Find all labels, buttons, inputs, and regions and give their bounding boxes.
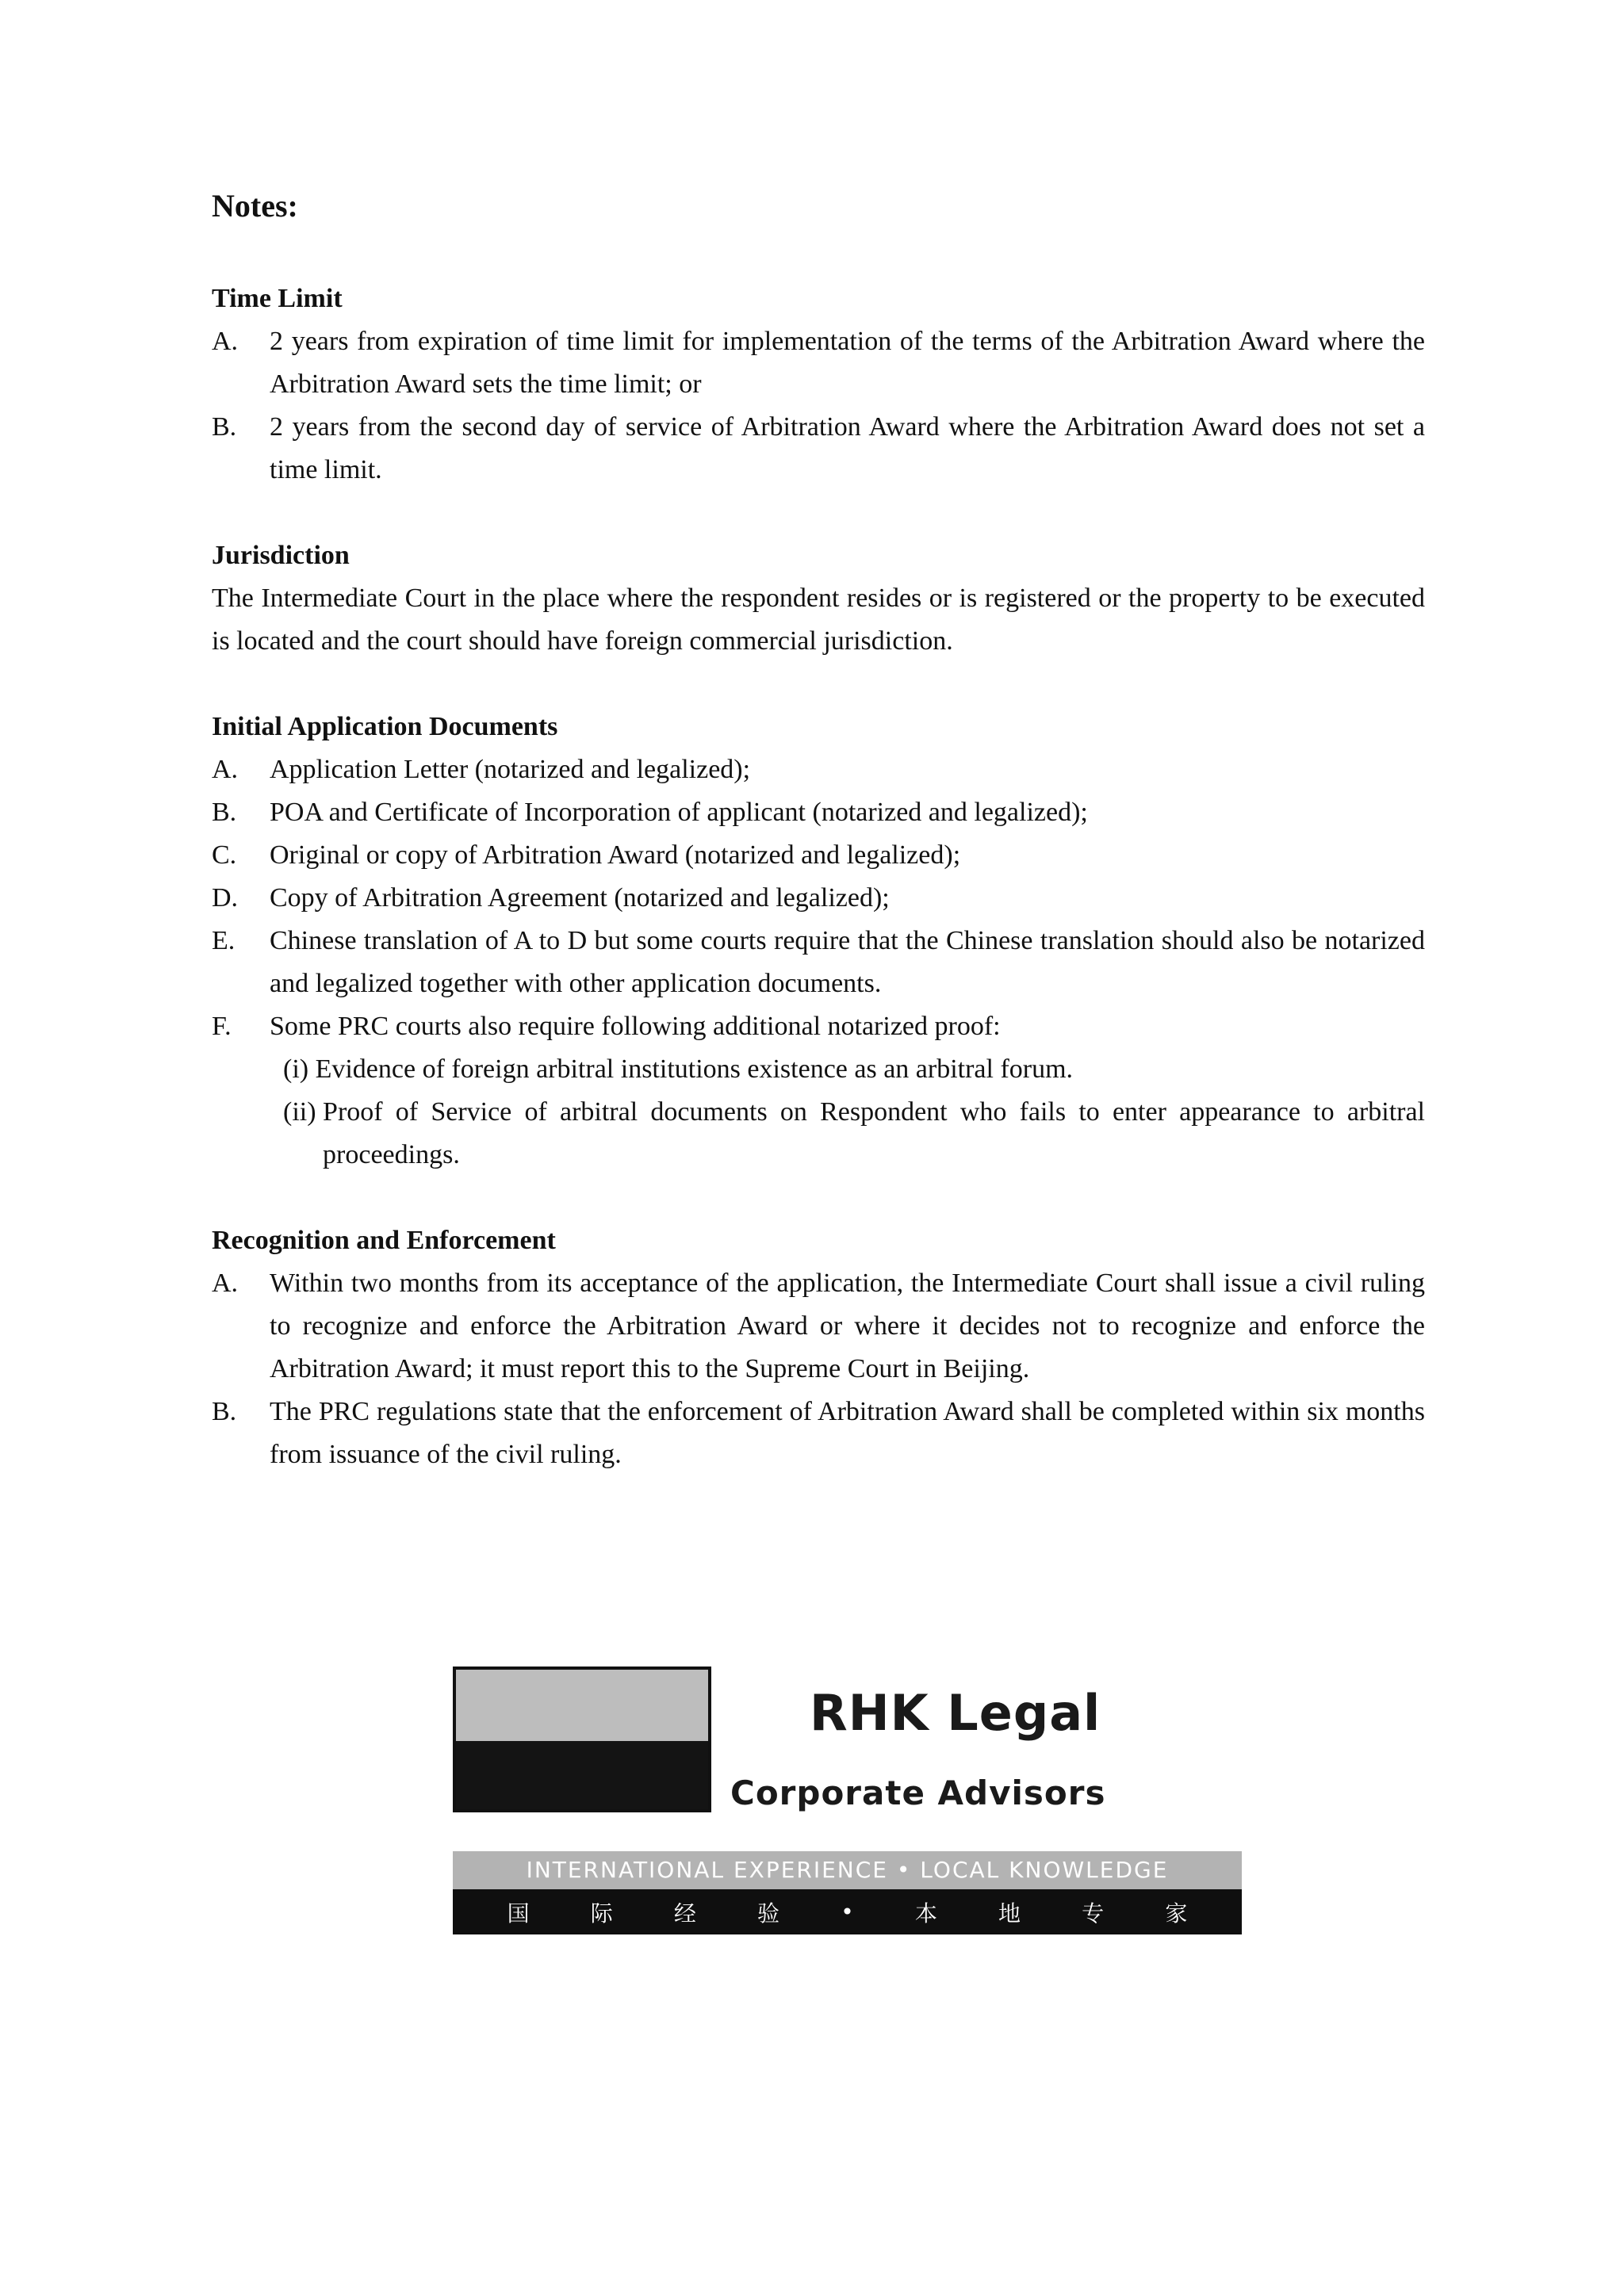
section-heading: Jurisdiction [212, 541, 350, 570]
logo-chinese-char: 验 [757, 1900, 780, 1927]
section-initial-application-documents [212, 706, 1425, 1177]
list-item [212, 406, 1425, 492]
section-time-limit [212, 277, 1425, 492]
list-text: Some PRC courts also require following additional notarized proof: [270, 1012, 1001, 1041]
logo-chinese-char: 经 [673, 1900, 696, 1927]
list-letter: C. [212, 840, 237, 870]
logo-subtitle: Corporate Advisors [730, 1774, 1106, 1812]
list-item [212, 748, 1425, 791]
list-item [212, 920, 1425, 1005]
company-logo [453, 1667, 1242, 1934]
section-heading: Recognition and Enforcement [212, 1226, 556, 1255]
sub-list-number: (ii) [283, 1097, 324, 1127]
logo-chinese-char: 家 [1165, 1900, 1188, 1927]
list-text: The PRC regulations state that the enforcement of Arbitration Award shall be completed within six months from issuance of the civil ruling. [270, 1397, 1425, 1469]
section-recognition-and-enforcement [212, 1219, 1425, 1476]
sub-list [270, 1048, 1425, 1177]
notes-title: Notes: [212, 188, 298, 224]
section-heading: Initial Application Documents [212, 712, 558, 741]
logo-name: RHK Legal [810, 1684, 1101, 1742]
logo-mark-bottom [456, 1741, 708, 1809]
logo-chinese-tagline [453, 1889, 1242, 1934]
list-item [212, 877, 1425, 920]
sub-list-text: Proof of Service of arbitral documents on Respondent who fails to enter appearance to arbitral proceedings. [323, 1097, 1425, 1169]
list-letter: D. [212, 883, 239, 913]
list-letter: B. [212, 412, 237, 442]
list-letter: A. [212, 327, 239, 356]
logo-mark-top [456, 1670, 708, 1741]
sub-list-item [283, 1091, 1425, 1177]
list-text: Within two months from its acceptance of the application, the Intermediate Court shall issue a civil ruling to recognize and enforce the Arbitration Award or where it decides not to recognize and enforce the Arbitration Award; it must report this to the Supreme Court in Beijing. [270, 1269, 1425, 1383]
logo-chinese-char: 际 [590, 1900, 613, 1927]
logo-chinese-char: 本 [914, 1900, 937, 1927]
list-letter: A. [212, 1269, 239, 1298]
document-body [212, 182, 1425, 1519]
list-item [212, 1391, 1425, 1476]
list-letter: B. [212, 798, 237, 827]
logo-chinese-char: • [841, 1899, 854, 1925]
sub-list-text: Evidence of foreign arbitral institutions existence as an arbitral forum. [315, 1054, 1074, 1084]
list-text: 2 years from the second day of service of Arbitration Award where the Arbitration Award does not set a time limit. [270, 412, 1425, 484]
logo-chinese-char: 地 [998, 1900, 1021, 1927]
list-text: POA and Certificate of Incorporation of applicant (notarized and legalized); [270, 798, 1088, 827]
logo-tagline: INTERNATIONAL EXPERIENCE • LOCAL KNOWLEDGE [453, 1851, 1242, 1889]
list-item [212, 320, 1425, 406]
paragraph: The Intermediate Court in the place where the respondent resides or is registered or the property to be executed is located and the court should have foreign commercial jurisdiction. [212, 584, 1425, 656]
list-letter: F. [212, 1012, 232, 1041]
list-item [212, 1005, 1425, 1048]
list-item [212, 791, 1425, 834]
list-item [212, 834, 1425, 877]
logo-chinese-char: 专 [1082, 1900, 1105, 1927]
sub-list-number: (i) [283, 1054, 316, 1084]
list-item [212, 1262, 1425, 1391]
sub-list-item [283, 1048, 1425, 1091]
logo-mark [453, 1667, 711, 1812]
section-jurisdiction [212, 534, 1425, 663]
section-heading: Time Limit [212, 284, 343, 313]
list-text: Chinese translation of A to D but some courts require that the Chinese translation should also be notarized and legalized together with other application documents. [270, 926, 1425, 998]
list-text: Copy of Arbitration Agreement (notarized and legalized); [270, 883, 890, 913]
list-text: 2 years from expiration of time limit for implementation of the terms of the Arbitration Award where the Arbitration Award sets the time limit; or [270, 327, 1425, 399]
list-letter: E. [212, 926, 236, 955]
list-letter: B. [212, 1397, 237, 1426]
logo-chinese-char: 国 [507, 1900, 530, 1927]
list-text: Application Letter (notarized and legalized); [270, 755, 751, 784]
list-text: Original or copy of Arbitration Award (notarized and legalized); [270, 840, 961, 870]
list-letter: A. [212, 755, 239, 784]
